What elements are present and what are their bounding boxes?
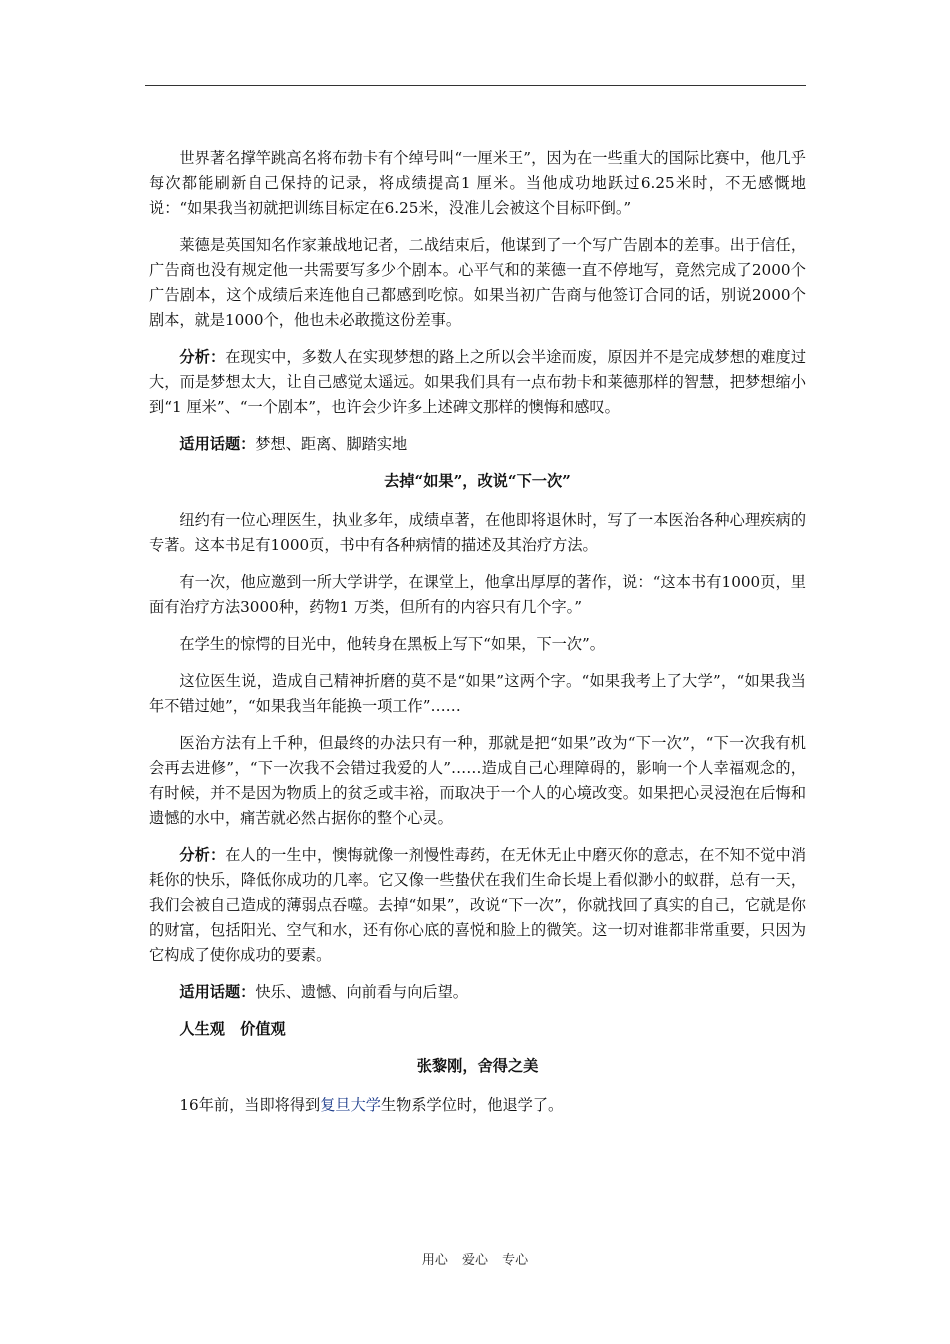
paragraph-blackboard: 在学生的惊愕的目光中，他转身在黑板上写下“如果，下一次”。 bbox=[179, 635, 605, 653]
analysis-1-label: 分析： bbox=[179, 348, 226, 366]
section-heading-if-next-time: 去掉“如果”，改说“下一次” bbox=[384, 472, 571, 490]
paragraph-bubka: 世界著名撑竿跳高名将布勃卡有个绰号叫“一厘米王”，因为在一些重大的国际比赛中，他几乎每次都能刷新自己保持的记录，将成绩提高1 厘米。当他成功地跃过6.25米时，不无感慨地说：“如果我当初就把训练目标定在6.25米，没准儿会被这个目标吓倒。” bbox=[149, 149, 806, 217]
paragraph-fudan bbox=[149, 1093, 806, 1118]
paragraph-if-words: 这位医生说，造成自己精神折磨的莫不是“如果”这两个字。“如果我考上了大学”，“如果我当年不错过她”，“如果我当年能换一项工作”…… bbox=[149, 672, 806, 715]
topic-2-text: 快乐、遗憾、向前看与向后望。 bbox=[255, 983, 468, 1001]
paragraph-lecture: 有一次，他应邀到一所大学讲学，在课堂上，他拿出厚厚的著作，说：“这本书有1000页，里面有治疗方法3000种，药物1 万类，但所有的内容只有几个字。” bbox=[149, 573, 806, 616]
paragraph-ryder: 莱德是英国知名作家兼战地记者，二战结束后，他谋到了一个写广告剧本的差事。出于信任，广告商也没有规定他一共需要写多少个剧本。心平气和的莱德一直不停地写，竟然完成了2000个广告剧本，这个成绩后来连他自己都感到吃惊。如果当初广告商与他签订合同的话，别说2000个剧本，就是1000个，他也未必敢揽这份差事。 bbox=[149, 236, 806, 329]
analysis-2 bbox=[149, 843, 806, 968]
analysis-2-label: 分析： bbox=[179, 846, 226, 864]
analysis-2-text: 在人的一生中，懊悔就像一剂慢性毒药，在无休无止中磨灭你的意志，在不知不觉中消耗你的快乐，降低你成功的几率。它又像一些蛰伏在我们生命长堤上看似渺小的蚁群，总有一天，我们会被自己造成的薄弱点吞噬。去掉“如果”，改说“下一次”，你就找回了真实的自己，它就是你的财富，包括阳光、空气和水，还有你心底的喜悦和脸上的微笑。这一切对谁都非常重要，只因为它构成了使你成功的要素。 bbox=[149, 846, 807, 964]
page-footer: 用心 爱心 专心 bbox=[421, 1253, 529, 1268]
header-rule bbox=[145, 85, 806, 86]
paragraph-psychologist: 纽约有一位心理医生，执业多年，成绩卓著，在他即将退休时，写了一本医治各种心理疾病的专著。这本书足有1000页，书中有各种病情的描述及其治疗方法。 bbox=[149, 511, 806, 554]
topic-1-label: 适用话题： bbox=[179, 435, 256, 453]
topic-2-label: 适用话题： bbox=[179, 983, 256, 1001]
fudan-prefix: 16年前，当即将得到 bbox=[179, 1096, 321, 1114]
paragraph-cure: 医治方法有上千种，但最终的办法只有一种，那就是把“如果”改为“下一次”，“下一次我有机会再去进修”，“下一次我不会错过我爱的人”……造成自己心理障碍的，影响一个人幸福观念的，有时候，并不是因为物质上的贫乏或丰裕，而取决于一个人的心境改变。如果把心灵浸泡在后悔和遗憾的水中，痛苦就必然占据你的整个心灵。 bbox=[149, 734, 806, 827]
topic-1 bbox=[149, 432, 806, 457]
section-label-values: 人生观 价值观 bbox=[179, 1020, 286, 1038]
section-heading-zhang-ligang: 张黎刚，舍得之美 bbox=[416, 1057, 539, 1075]
document-body bbox=[149, 146, 806, 1130]
topic-2 bbox=[149, 980, 806, 1005]
analysis-1-text: 在现实中，多数人在实现梦想的路上之所以会半途而废，原因并不是完成梦想的难度过大，而是梦想太大，让自己感觉太遥远。如果我们具有一点布勃卡和莱德那样的智慧，把梦想缩小到“1 厘米”、“一个剧本”，也许会少许多上述碑文那样的懊悔和感叹。 bbox=[149, 348, 807, 416]
fudan-suffix: 生物系学位时，他退学了。 bbox=[380, 1096, 564, 1114]
analysis-1 bbox=[149, 345, 806, 420]
topic-1-text: 梦想、距离、脚踏实地 bbox=[255, 435, 408, 453]
fudan-university-link[interactable]: 复旦大学 bbox=[320, 1096, 381, 1114]
